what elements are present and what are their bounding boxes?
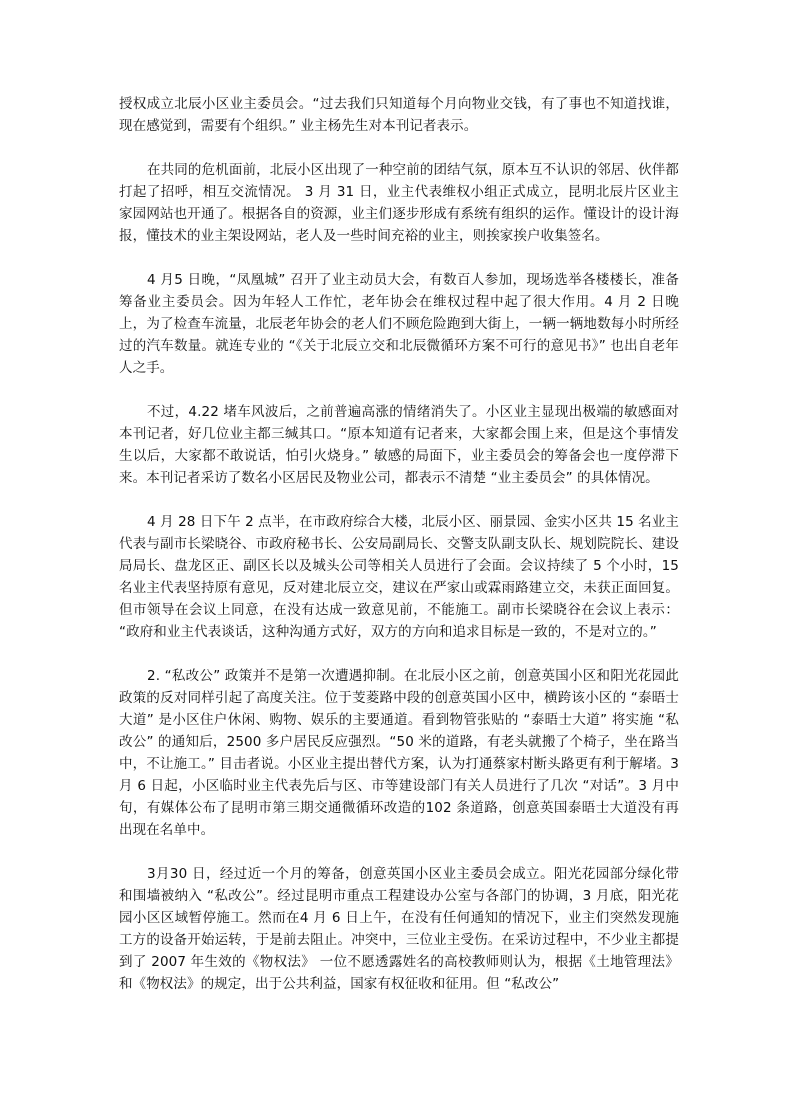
paragraph-5: 4 月 28 日下午 2 点半，在市政府综合大楼，北辰小区、丽景园、金实小区共 15 名业主代表与副市长梁晓谷、市政府秘书长、公安局副局长、交警支队副支队长、规划院院长、建设局局长、盘龙区正、副区长以及城头公司等相关人员进行了会面。会议持续了 5 个小时，15 名业主代表坚持原有意见，反对建北辰立交，建议在严家山或霖雨路建立交，未获正面回复。但市领导在会议上同意，在没有达成一致意见前，不能施工。副市长梁晓谷在会议上表示： “政府和业主代表谈话，这种沟通方式好，双方的方向和追求目标是一致的，不是对立的。” [119,514,679,640]
paragraph-1: 授权成立北辰小区业主委员会。“过去我们只知道每个月向物业交钱，有了事也不知道找谁，现在感觉到，需要有个组织。” 业主杨先生对本刊记者表示。 [119,96,679,134]
paragraph-2: 在共同的危机面前，北辰小区出现了一种空前的团结气氛，原本互不认识的邻居、伙伴都打起了招呼，相互交流情况。 3 月 31 日，业主代表维权小组正式成立，昆明北辰片区业主家园网站也开通了。根据各自的资源，业主们逐步形成有系统有组织的运作。懂设计的设计海报，懂技术的业主架设网站，老人及一些时间充裕的业主，则挨家挨户收集签名。 [119,162,679,244]
paragraph-6: 2. “私改公” 政策并不是第一次遭遇抑制。在北辰小区之前，创意英国小区和阳光花园此政策的反对同样引起了高度关注。位于芰菱路中段的创意英国小区中，横跨该小区的 “泰晤士大道” 是小区住户休闲、购物、娱乐的主要通道。看到物管张贴的 “泰晤士大道” 将实施 “私改公” 的通知后，2500 多户居民反应强烈。“50 米的道路，有老头就搬了个椅子，坐在路当中，不让施工。” 目击者说。小区业主提出替代方案，认为打通蔡家村断头路更有利于解堵。3 月 6 日起，小区临时业主代表先后与区、市等建设部门有关人员进行了几次 “对话”。3 月中旬，有媒体公布了昆明市第三期交通微循环改造的102 条道路，创意英国泰晤士大道没有再出现在名单中。 [119,668,679,838]
article-body [119,93,679,1017]
paragraph-4: 不过，4.22 堵车风波后，之前普遍高涨的情绪消失了。小区业主显现出极端的敏感面对本刊记者，好几位业主都三缄其口。“原本知道有记者来，大家都会围上来，但是这个事情发生以后，大家都不敢说话，怕引火烧身。” 敏感的局面下，业主委员会的筹备会也一度停滞下来。本刊记者采访了数名小区居民及物业公司，都表示不清楚 “业主委员会” 的具体情况。 [119,404,679,486]
paragraph-7: 3月30 日，经过近一个月的筹备，创意英国小区业主委员会成立。阳光花园部分绿化带和围墙被纳入 “私改公”。经过昆明市重点工程建设办公室与各部门的协调，3 月底，阳光花园小区区域暂停施工。然而在4 月 6 日上午，在没有任何通知的情况下，业主们突然发现施工方的设备开始运转，于是前去阻止。冲突中，三位业主受伤。在采访过程中，不少业主都提到了 2007 年生效的《物权法》 一位不愿透露姓名的高校教师则认为，根据《土地管理法》和《物权法》的规定，出于公共利益，国家有权征收和征用。但 “私改公” [119,866,679,992]
paragraph-3: 4 月5 日晚，“凤凰城” 召开了业主动员大会，有数百人参加，现场选举各楼楼长，准备筹备业主委员会。因为年轻人工作忙，老年协会在维权过程中起了很大作用。4 月 2 日晚上，为了检查车流量，北辰老年协会的老人们不顾危险跑到大街上，一辆一辆地数每小时所经过的汽车数量。就连专业的 “《关于北辰立交和北辰微循环方案不可行的意见书》” 也出自老年人之手。 [119,272,679,376]
